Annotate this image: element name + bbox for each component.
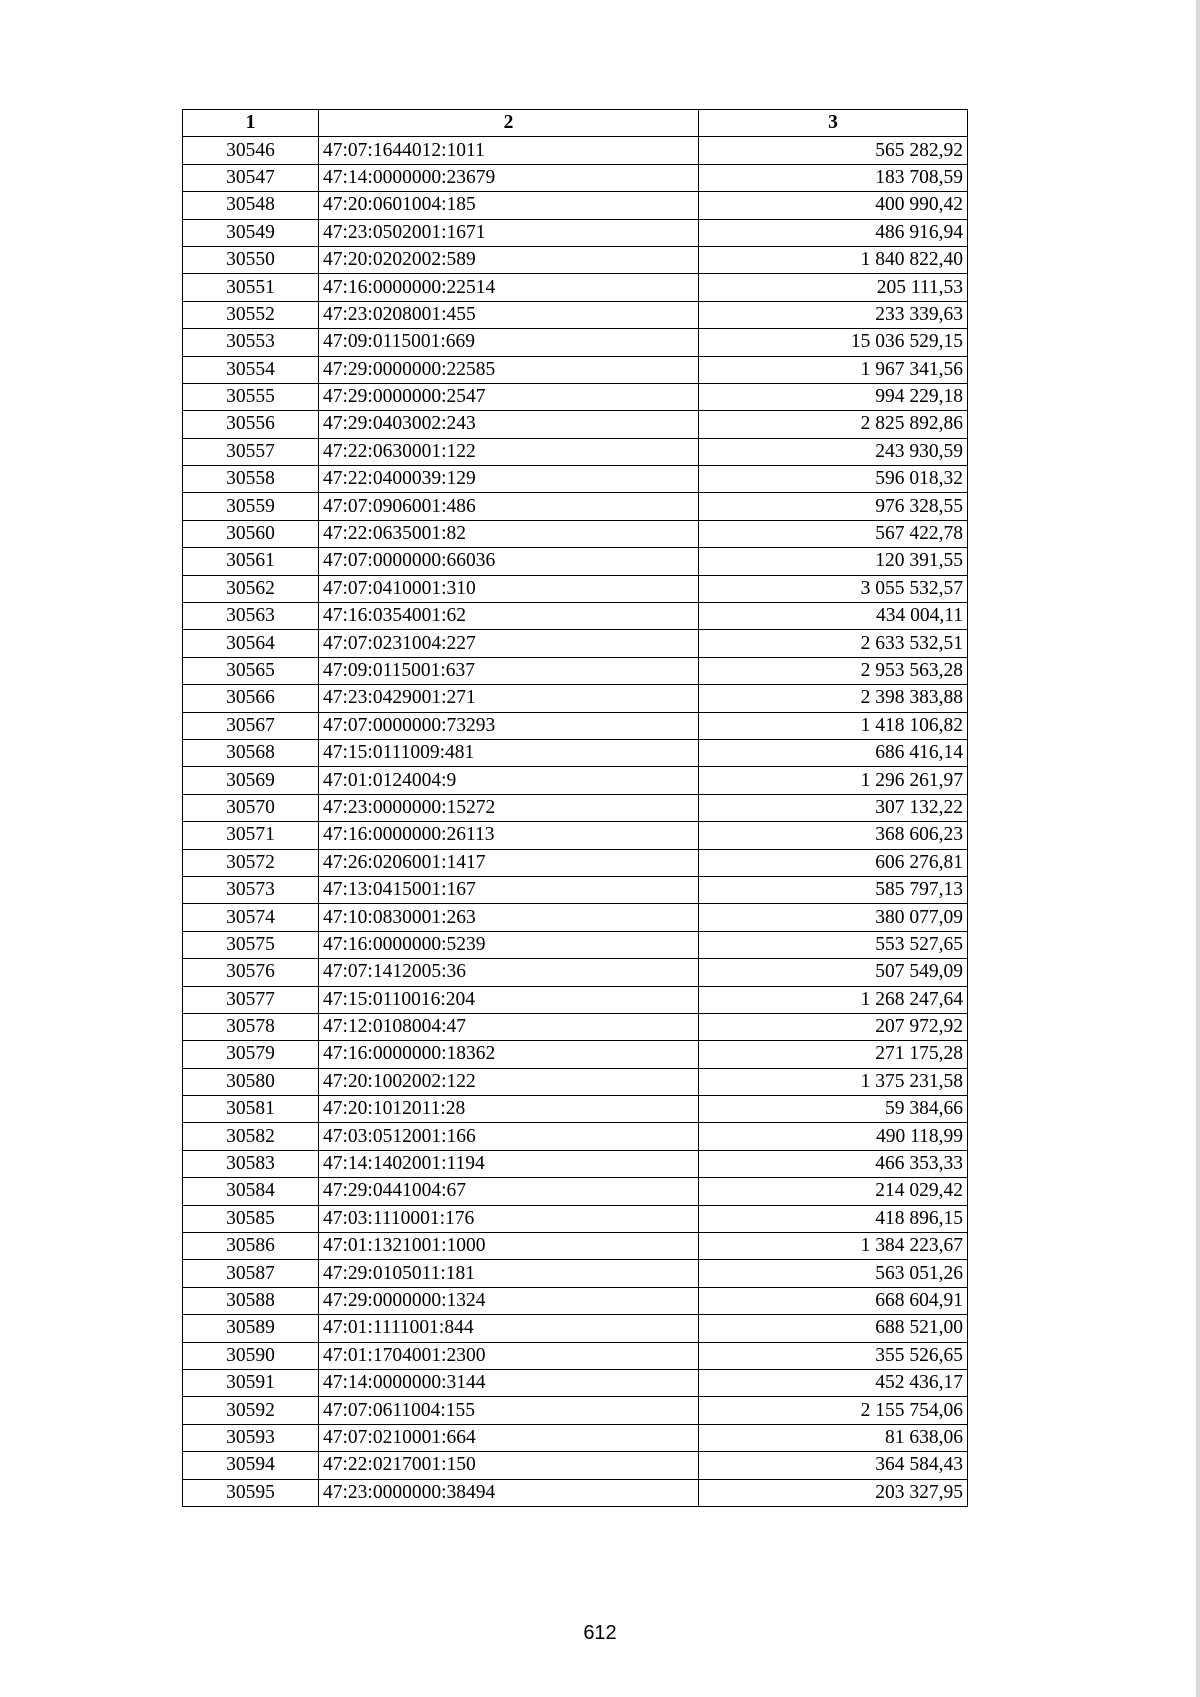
row-number-cell: 30578 <box>183 1013 319 1040</box>
table-row <box>183 137 968 164</box>
table-row <box>183 438 968 465</box>
cadastral-number-cell: 47:16:0000000:18362 <box>319 1041 699 1068</box>
cadastral-value-cell: 507 549,09 <box>699 959 968 986</box>
cadastral-value-cell: 2 155 754,06 <box>699 1397 968 1424</box>
cadastral-number-cell: 47:01:1321001:1000 <box>319 1233 699 1260</box>
cadastral-number-cell: 47:29:0000000:1324 <box>319 1287 699 1314</box>
table-row <box>183 274 968 301</box>
row-number-cell: 30576 <box>183 959 319 986</box>
row-number-cell: 30574 <box>183 904 319 931</box>
cadastral-number-cell: 47:16:0000000:26113 <box>319 822 699 849</box>
table-row <box>183 411 968 438</box>
cadastral-number-cell: 47:20:1012011:28 <box>319 1096 699 1123</box>
cadastral-number-cell: 47:29:0441004:67 <box>319 1178 699 1205</box>
table-row <box>183 1013 968 1040</box>
table-row <box>183 1397 968 1424</box>
table-row <box>183 876 968 903</box>
table-row <box>183 959 968 986</box>
row-number-cell: 30590 <box>183 1342 319 1369</box>
cadastral-number-cell: 47:09:0115001:669 <box>319 329 699 356</box>
cadastral-number-cell: 47:14:1402001:1194 <box>319 1150 699 1177</box>
row-number-cell: 30549 <box>183 219 319 246</box>
table-row <box>183 1287 968 1314</box>
table-row <box>183 1096 968 1123</box>
cadastral-number-cell: 47:12:0108004:47 <box>319 1013 699 1040</box>
cadastral-value-cell: 418 896,15 <box>699 1205 968 1232</box>
table-row <box>183 548 968 575</box>
cadastral-number-cell: 47:22:0635001:82 <box>319 520 699 547</box>
cadastral-value-cell: 183 708,59 <box>699 164 968 191</box>
table-row <box>183 1068 968 1095</box>
cadastral-number-cell: 47:22:0400039:129 <box>319 466 699 493</box>
cadastral-number-cell: 47:07:0410001:310 <box>319 575 699 602</box>
table-row <box>183 685 968 712</box>
cadastral-value-cell: 368 606,23 <box>699 822 968 849</box>
table-row <box>183 1452 968 1479</box>
column-header-1: 1 <box>183 110 319 137</box>
cadastral-value-cell: 1 967 341,56 <box>699 356 968 383</box>
table-row <box>183 739 968 766</box>
table-row <box>183 794 968 821</box>
cadastral-value-cell: 452 436,17 <box>699 1369 968 1396</box>
cadastral-value-cell: 243 930,59 <box>699 438 968 465</box>
cadastral-value-cell: 207 972,92 <box>699 1013 968 1040</box>
table-row <box>183 575 968 602</box>
cadastral-value-cell: 466 353,33 <box>699 1150 968 1177</box>
row-number-cell: 30555 <box>183 383 319 410</box>
cadastral-number-cell: 47:23:0000000:38494 <box>319 1479 699 1506</box>
cadastral-number-cell: 47:14:0000000:3144 <box>319 1369 699 1396</box>
table-row <box>183 1369 968 1396</box>
table-row <box>183 767 968 794</box>
row-number-cell: 30591 <box>183 1369 319 1396</box>
table-row <box>183 931 968 958</box>
cadastral-number-cell: 47:22:0630001:122 <box>319 438 699 465</box>
cadastral-value-cell: 1 296 261,97 <box>699 767 968 794</box>
row-number-cell: 30594 <box>183 1452 319 1479</box>
row-number-cell: 30593 <box>183 1424 319 1451</box>
row-number-cell: 30547 <box>183 164 319 191</box>
table-row <box>183 493 968 520</box>
cadastral-number-cell: 47:14:0000000:23679 <box>319 164 699 191</box>
row-number-cell: 30556 <box>183 411 319 438</box>
row-number-cell: 30595 <box>183 1479 319 1506</box>
cadastral-number-cell: 47:03:0512001:166 <box>319 1123 699 1150</box>
table-row <box>183 1479 968 1506</box>
cadastral-number-cell: 47:10:0830001:263 <box>319 904 699 931</box>
table-row <box>183 383 968 410</box>
table-row <box>183 329 968 356</box>
table-row <box>183 603 968 630</box>
cadastral-number-cell: 47:15:0110016:204 <box>319 986 699 1013</box>
cadastral-number-cell: 47:07:0611004:155 <box>319 1397 699 1424</box>
table-row <box>183 1260 968 1287</box>
table-row <box>183 520 968 547</box>
table-row <box>183 1424 968 1451</box>
cadastral-number-cell: 47:23:0502001:1671 <box>319 219 699 246</box>
cadastral-value-cell: 2 398 383,88 <box>699 685 968 712</box>
cadastral-number-cell: 47:20:0601004:185 <box>319 192 699 219</box>
cadastral-value-cell: 994 229,18 <box>699 383 968 410</box>
cadastral-value-cell: 976 328,55 <box>699 493 968 520</box>
cadastral-value-cell: 686 416,14 <box>699 739 968 766</box>
cadastral-value-cell: 3 055 532,57 <box>699 575 968 602</box>
cadastral-value-cell: 490 118,99 <box>699 1123 968 1150</box>
row-number-cell: 30563 <box>183 603 319 630</box>
cadastral-number-cell: 47:07:1644012:1011 <box>319 137 699 164</box>
row-number-cell: 30586 <box>183 1233 319 1260</box>
table-row <box>183 712 968 739</box>
row-number-cell: 30588 <box>183 1287 319 1314</box>
row-number-cell: 30557 <box>183 438 319 465</box>
row-number-cell: 30585 <box>183 1205 319 1232</box>
cadastral-number-cell: 47:07:0000000:66036 <box>319 548 699 575</box>
cadastral-number-cell: 47:29:0000000:2547 <box>319 383 699 410</box>
cadastral-value-cell: 434 004,11 <box>699 603 968 630</box>
row-number-cell: 30553 <box>183 329 319 356</box>
cadastral-value-cell: 1 375 231,58 <box>699 1068 968 1095</box>
row-number-cell: 30550 <box>183 246 319 273</box>
row-number-cell: 30589 <box>183 1315 319 1342</box>
cadastral-number-cell: 47:22:0217001:150 <box>319 1452 699 1479</box>
cadastral-value-cell: 2 825 892,86 <box>699 411 968 438</box>
cadastral-number-cell: 47:16:0000000:5239 <box>319 931 699 958</box>
table-row <box>183 1123 968 1150</box>
cadastral-number-cell: 47:23:0208001:455 <box>319 301 699 328</box>
table-row <box>183 219 968 246</box>
cadastral-value-cell: 15 036 529,15 <box>699 329 968 356</box>
cadastral-number-cell: 47:07:0231004:227 <box>319 630 699 657</box>
row-number-cell: 30580 <box>183 1068 319 1095</box>
table-row <box>183 356 968 383</box>
row-number-cell: 30571 <box>183 822 319 849</box>
cadastral-value-cell: 380 077,09 <box>699 904 968 931</box>
cadastral-number-cell: 47:07:0210001:664 <box>319 1424 699 1451</box>
cadastral-value-cell: 355 526,65 <box>699 1342 968 1369</box>
row-number-cell: 30573 <box>183 876 319 903</box>
row-number-cell: 30582 <box>183 1123 319 1150</box>
row-number-cell: 30554 <box>183 356 319 383</box>
cadastral-value-cell: 1 418 106,82 <box>699 712 968 739</box>
cadastral-number-cell: 47:13:0415001:167 <box>319 876 699 903</box>
table-row <box>183 1041 968 1068</box>
cadastral-value-cell: 120 391,55 <box>699 548 968 575</box>
row-number-cell: 30566 <box>183 685 319 712</box>
cadastral-number-cell: 47:07:0906001:486 <box>319 493 699 520</box>
cadastral-value-cell: 563 051,26 <box>699 1260 968 1287</box>
cadastral-value-cell: 271 175,28 <box>699 1041 968 1068</box>
cadastral-value-cell: 567 422,78 <box>699 520 968 547</box>
cadastral-number-cell: 47:16:0354001:62 <box>319 603 699 630</box>
row-number-cell: 30558 <box>183 466 319 493</box>
table-row <box>183 192 968 219</box>
row-number-cell: 30575 <box>183 931 319 958</box>
table-row <box>183 657 968 684</box>
cadastral-number-cell: 47:03:1110001:176 <box>319 1205 699 1232</box>
row-number-cell: 30548 <box>183 192 319 219</box>
table-row <box>183 1233 968 1260</box>
cadastral-value-cell: 668 604,91 <box>699 1287 968 1314</box>
cadastral-value-cell: 1 840 822,40 <box>699 246 968 273</box>
cadastral-value-cell: 688 521,00 <box>699 1315 968 1342</box>
cadastral-value-cell: 59 384,66 <box>699 1096 968 1123</box>
table-row <box>183 301 968 328</box>
row-number-cell: 30572 <box>183 849 319 876</box>
cadastral-number-cell: 47:29:0403002:243 <box>319 411 699 438</box>
cadastral-number-cell: 47:29:0105011:181 <box>319 1260 699 1287</box>
row-number-cell: 30579 <box>183 1041 319 1068</box>
table-row <box>183 849 968 876</box>
row-number-cell: 30551 <box>183 274 319 301</box>
table-row <box>183 822 968 849</box>
table-row <box>183 1178 968 1205</box>
row-number-cell: 30569 <box>183 767 319 794</box>
row-number-cell: 30577 <box>183 986 319 1013</box>
cadastral-value-cell: 2 633 532,51 <box>699 630 968 657</box>
cadastral-number-cell: 47:01:0124004:9 <box>319 767 699 794</box>
table-row <box>183 246 968 273</box>
column-header-3: 3 <box>699 110 968 137</box>
row-number-cell: 30581 <box>183 1096 319 1123</box>
cadastral-value-cell: 364 584,43 <box>699 1452 968 1479</box>
cadastral-value-cell: 203 327,95 <box>699 1479 968 1506</box>
cadastral-number-cell: 47:29:0000000:22585 <box>319 356 699 383</box>
row-number-cell: 30561 <box>183 548 319 575</box>
cadastral-value-table <box>182 109 968 1507</box>
row-number-cell: 30559 <box>183 493 319 520</box>
row-number-cell: 30587 <box>183 1260 319 1287</box>
cadastral-value-cell: 553 527,65 <box>699 931 968 958</box>
row-number-cell: 30564 <box>183 630 319 657</box>
table-row <box>183 1342 968 1369</box>
row-number-cell: 30570 <box>183 794 319 821</box>
table-row <box>183 630 968 657</box>
cadastral-number-cell: 47:07:1412005:36 <box>319 959 699 986</box>
cadastral-number-cell: 47:01:1111001:844 <box>319 1315 699 1342</box>
row-number-cell: 30565 <box>183 657 319 684</box>
row-number-cell: 30583 <box>183 1150 319 1177</box>
cadastral-value-cell: 565 282,92 <box>699 137 968 164</box>
table-row <box>183 164 968 191</box>
cadastral-value-cell: 486 916,94 <box>699 219 968 246</box>
cadastral-number-cell: 47:15:0111009:481 <box>319 739 699 766</box>
table-row <box>183 986 968 1013</box>
cadastral-number-cell: 47:20:0202002:589 <box>319 246 699 273</box>
row-number-cell: 30568 <box>183 739 319 766</box>
row-number-cell: 30562 <box>183 575 319 602</box>
table-body <box>183 137 968 1507</box>
row-number-cell: 30584 <box>183 1178 319 1205</box>
page-number: 612 <box>583 1622 617 1644</box>
table-row <box>183 1315 968 1342</box>
cadastral-number-cell: 47:23:0000000:15272 <box>319 794 699 821</box>
table-row <box>183 466 968 493</box>
cadastral-number-cell: 47:20:1002002:122 <box>319 1068 699 1095</box>
row-number-cell: 30552 <box>183 301 319 328</box>
table-row <box>183 904 968 931</box>
row-number-cell: 30560 <box>183 520 319 547</box>
cadastral-value-cell: 214 029,42 <box>699 1178 968 1205</box>
table-row <box>183 1205 968 1232</box>
row-number-cell: 30567 <box>183 712 319 739</box>
cadastral-number-cell: 47:07:0000000:73293 <box>319 712 699 739</box>
cadastral-value-cell: 596 018,32 <box>699 466 968 493</box>
cadastral-value-cell: 400 990,42 <box>699 192 968 219</box>
cadastral-value-cell: 585 797,13 <box>699 876 968 903</box>
cadastral-number-cell: 47:09:0115001:637 <box>319 657 699 684</box>
cadastral-value-cell: 606 276,81 <box>699 849 968 876</box>
page-edge-shadow <box>1196 0 1200 1697</box>
table-header-row <box>183 110 968 137</box>
cadastral-number-cell: 47:23:0429001:271 <box>319 685 699 712</box>
cadastral-number-cell: 47:16:0000000:22514 <box>319 274 699 301</box>
cadastral-value-cell: 81 638,06 <box>699 1424 968 1451</box>
cadastral-value-cell: 233 339,63 <box>699 301 968 328</box>
cadastral-value-cell: 1 384 223,67 <box>699 1233 968 1260</box>
cadastral-value-cell: 205 111,53 <box>699 274 968 301</box>
cadastral-value-cell: 2 953 563,28 <box>699 657 968 684</box>
column-header-2: 2 <box>319 110 699 137</box>
cadastral-number-cell: 47:26:0206001:1417 <box>319 849 699 876</box>
cadastral-number-cell: 47:01:1704001:2300 <box>319 1342 699 1369</box>
cadastral-value-cell: 1 268 247,64 <box>699 986 968 1013</box>
row-number-cell: 30546 <box>183 137 319 164</box>
table-row <box>183 1150 968 1177</box>
cadastral-value-cell: 307 132,22 <box>699 794 968 821</box>
row-number-cell: 30592 <box>183 1397 319 1424</box>
